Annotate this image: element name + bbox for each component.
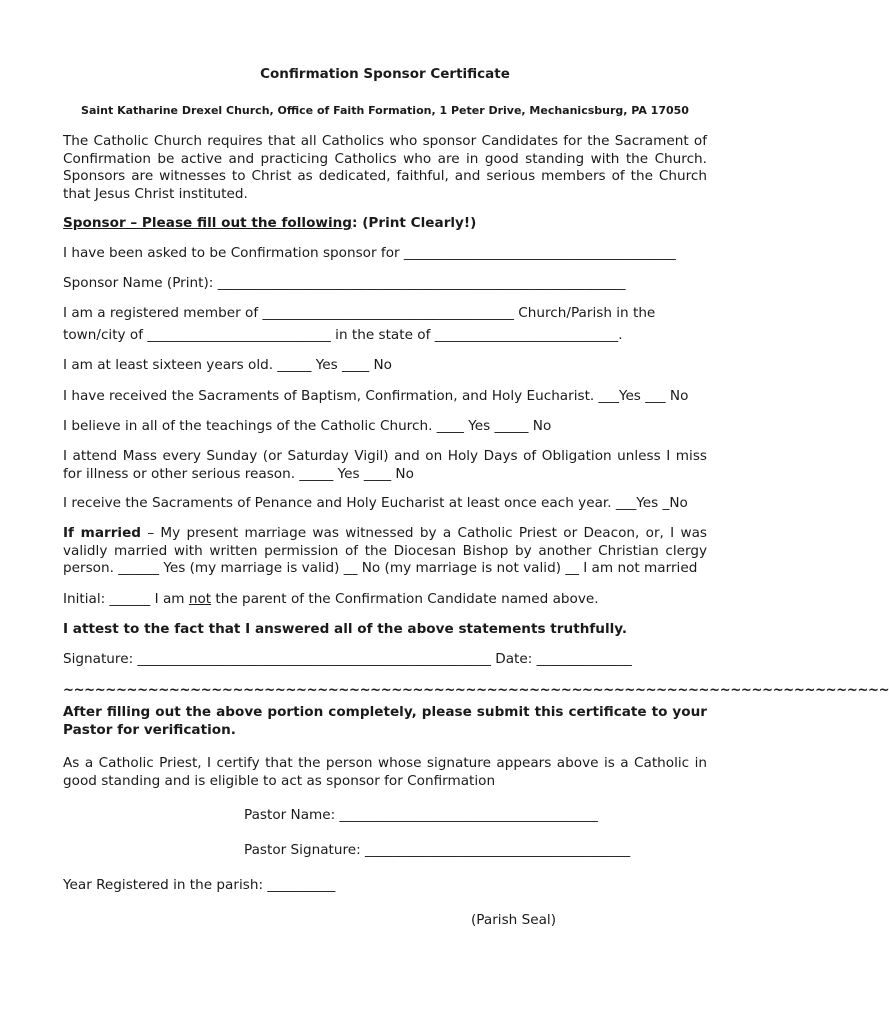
married-text: – My present marriage was witnessed by a Catholic Priest or Deacon, or, I was validly married with written permission of the Diocesan Bishop by another Christian clergy person. ______ Yes (my marriage is valid) __ No (my marriage is not valid) __ I am not married bbox=[63, 525, 708, 576]
sponsor-heading-rest: : (Print Clearly!) bbox=[352, 215, 477, 231]
sacraments-question[interactable]: I have received the Sacraments of Baptism, Confirmation, and Holy Eucharist. ___Yes ___ No bbox=[63, 388, 689, 404]
initial-field[interactable] bbox=[63, 591, 723, 609]
marriage-question[interactable] bbox=[63, 525, 707, 578]
signature-date-field[interactable]: Signature: ____________________________________________________ Date: ______________ bbox=[63, 651, 632, 667]
asked-sponsor-field[interactable]: I have been asked to be Confirmation sponsor for ________________________________________ bbox=[63, 245, 676, 261]
attest-statement: I attest to the fact that I answered all of the above statements truthfully. bbox=[63, 621, 628, 637]
initial-text-b: the parent of the Confirmation Candidate named above. bbox=[211, 591, 599, 607]
submit-note: After filling out the above portion completely, please submit this certificate to your Pastor for verification. bbox=[63, 704, 707, 738]
sponsor-name-field[interactable]: Sponsor Name (Print): ____________________________________________________________ bbox=[63, 275, 626, 291]
separator: ~~~~~~~~~~~~~~~~~~~~~~~~~~~~~~~~~~~~~~~~~~~~~~~~~~~~~~~~~~~~~~~~~~~~~~~~~~~~~~ bbox=[63, 683, 889, 698]
pastor-name-field[interactable]: Pastor Name: ______________________________________ bbox=[244, 807, 598, 823]
married-label: If married bbox=[63, 525, 142, 541]
age-question[interactable]: I am at least sixteen years old. _____ Yes ____ No bbox=[63, 357, 392, 373]
town-state-field[interactable]: town/city of ___________________________ in the state of ___________________________. bbox=[63, 327, 623, 343]
sponsor-heading bbox=[63, 215, 723, 233]
penance-question[interactable]: I receive the Sacraments of Penance and Holy Eucharist at least once each year. ___Yes _No bbox=[63, 495, 688, 511]
mass-question[interactable]: I attend Mass every Sunday (or Saturday Vigil) and on Holy Days of Obligation unless I miss for illness or other serious reason. _____ Yes ____ No bbox=[63, 448, 707, 482]
page-title: Confirmation Sponsor Certificate bbox=[260, 66, 510, 82]
registered-member-field[interactable]: I am a registered member of _____________________________________ Church/Parish in the bbox=[63, 305, 656, 321]
year-registered-field[interactable]: Year Registered in the parish: __________ bbox=[63, 877, 336, 893]
pastor-signature-field[interactable]: Pastor Signature: _______________________________________ bbox=[244, 842, 631, 858]
parish-seal-label: (Parish Seal) bbox=[471, 912, 557, 928]
sponsor-heading-underlined: Sponsor – Please fill out the following bbox=[63, 215, 353, 231]
priest-statement: As a Catholic Priest, I certify that the person whose signature appears above is a Catholic in good standing and is eligible to act as sponsor for Confirmation bbox=[63, 755, 707, 789]
initial-text-a: Initial: ______ I am bbox=[63, 591, 189, 607]
church-address: Saint Katharine Drexel Church, Office of Faith Formation, 1 Peter Drive, Mechanicsburg, PA 17050 bbox=[81, 104, 689, 117]
initial-not: not bbox=[188, 591, 212, 607]
belief-question[interactable]: I believe in all of the teachings of the Catholic Church. ____ Yes _____ No bbox=[63, 418, 552, 434]
intro-paragraph: The Catholic Church requires that all Catholics who sponsor Candidates for the Sacrament of Confirmation be active and practicing Catholics who are in good standing with the Church. Sponsors are witnesses to Christ as dedicated, faithful, and serious members of the Church that Jesus Christ instituted. bbox=[63, 133, 707, 202]
